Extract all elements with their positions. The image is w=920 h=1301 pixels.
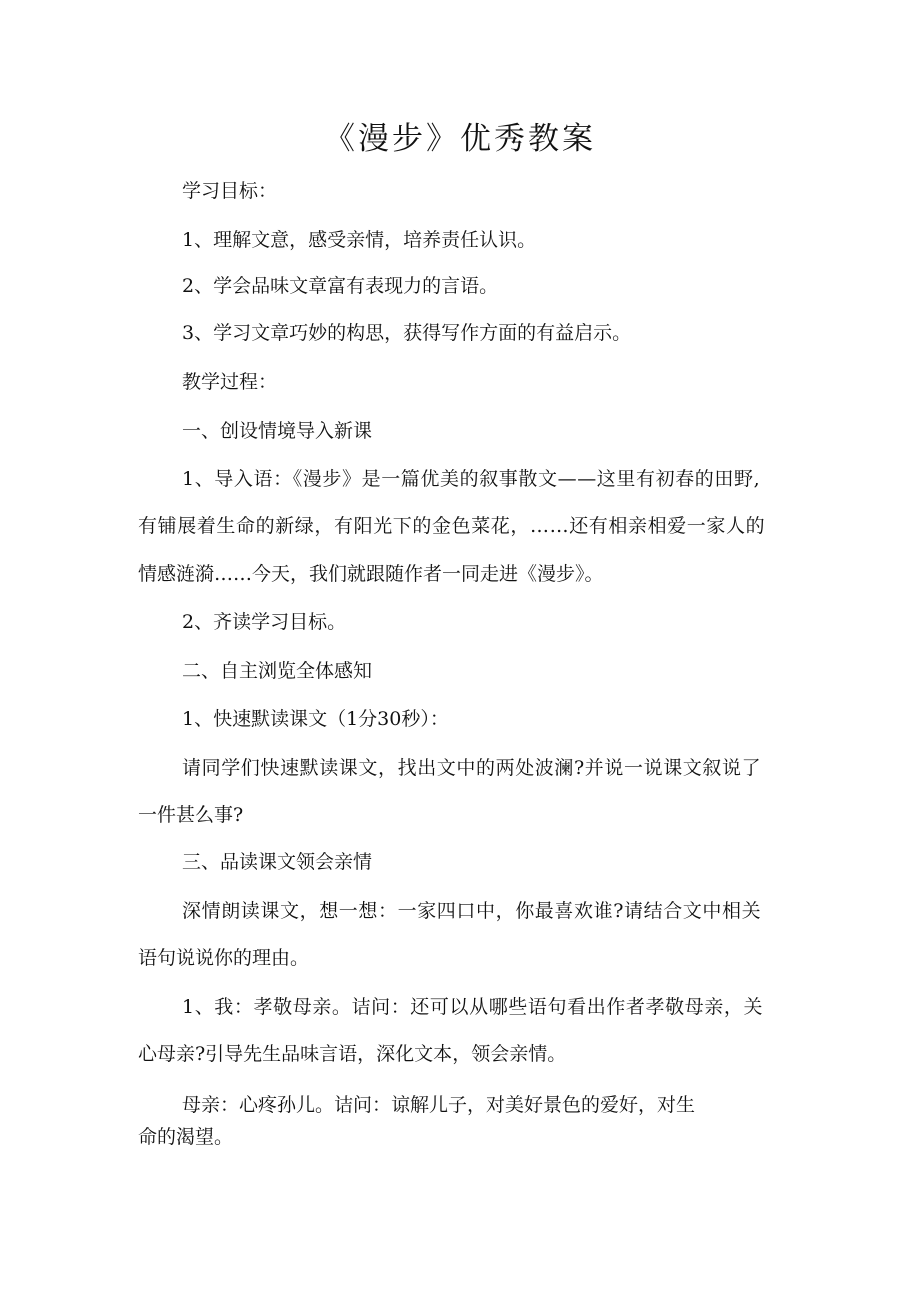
paragraph-mother-line-1: 母亲：心疼孙儿。诘问：谅解儿子，对美好景色的爱好，对生: [182, 1094, 696, 1116]
paragraph-discuss-line-1: 深情朗读课文，想一想：一家四口中，你最喜欢谁?请结合文中相关: [182, 900, 762, 922]
paragraph-question-line-1: 请同学们快速默读课文，找出文中的两处波澜?并说一说课文叙说了: [182, 757, 762, 779]
goal-item-1: 1、理解文意，感受亲情，培养责任认识。: [182, 229, 537, 251]
heading-part-2: 二、自主浏览全体感知: [182, 660, 373, 682]
goal-item-2: 2、学会品味文章富有表现力的言语。: [182, 275, 499, 297]
heading-part-3: 三、品读课文领会亲情: [182, 851, 373, 873]
paragraph-intro-line-3: 情感涟漪……今天，我们就跟随作者一同走进《漫步》。: [138, 563, 604, 585]
paragraph-intro-line-2: 有铺展着生命的新绿，有阳光下的金色菜花，……还有相亲相爱一家人的: [138, 515, 766, 537]
paragraph-intro-line-1: 1、导入语：《漫步》是一篇优美的叙事散文——这里有初春的田野,: [182, 468, 761, 490]
goal-item-3: 3、学习文章巧妙的构思，获得写作方面的有益启示。: [182, 322, 632, 344]
section-label-process: 教学过程：: [182, 371, 278, 393]
paragraph-me-line-2: 心母亲?引导先生品味言语，深化文本，领会亲情。: [138, 1043, 567, 1065]
paragraph-mother-line-2: 命的渴望。: [138, 1126, 234, 1148]
paragraph-discuss-line-2: 语句说说你的理由。: [138, 947, 310, 969]
paragraph-question-line-2: 一件甚么事?: [138, 804, 244, 826]
paragraph-read-goals: 2、齐读学习目标。: [182, 611, 347, 633]
paragraph-quick-read: 1、快速默读课文（1分30秒）：: [182, 708, 449, 730]
paragraph-me-line-1: 1、我：孝敬母亲。诘问：还可以从哪些语句看出作者孝敬母亲，关: [182, 996, 764, 1018]
section-label-goals: 学习目标：: [182, 180, 278, 202]
heading-part-1: 一、创设情境导入新课: [182, 420, 373, 442]
document-title: 《漫步》优秀教案: [324, 121, 596, 157]
